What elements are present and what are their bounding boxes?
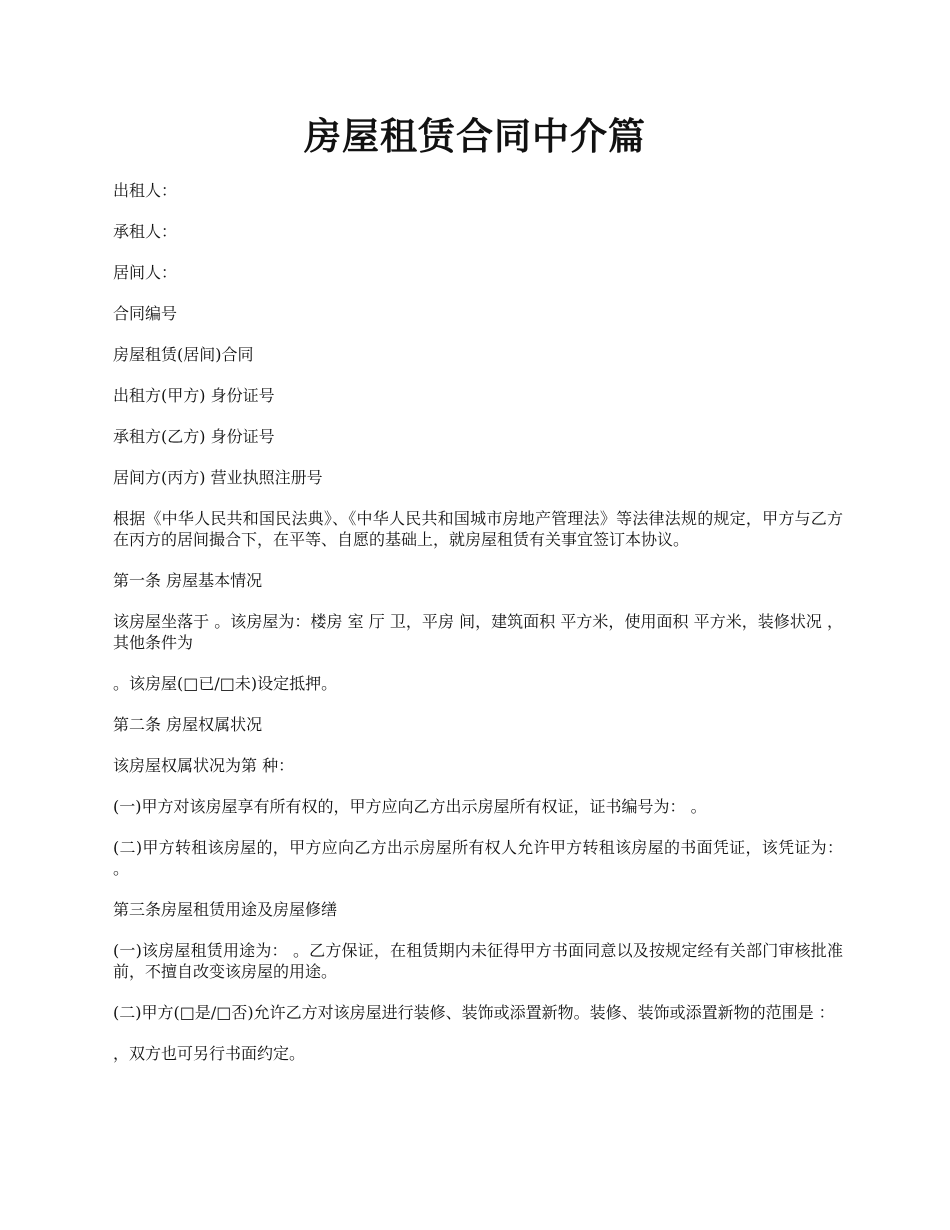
party-c-license-line: 居间方(丙方) 营业执照注册号 [113, 468, 323, 487]
article-3-heading: 第三条房屋租赁用途及房屋修缮 [113, 900, 338, 919]
ownership-clause-1: (一)甲方对该房屋享有所有权的，甲方应向乙方出示房屋所有权证，证书编号为： 。 [113, 797, 707, 816]
lessee-line: 承租人： [113, 222, 178, 241]
lessor-line: 出租人： [113, 181, 178, 200]
ownership-clause-2: (二)甲方转租该房屋的，甲方应向乙方出示房屋所有权人允许甲方转租该房屋的书面凭证，该凭证为： 。 [113, 838, 849, 878]
article-2-heading: 第二条 房屋权属状况 [113, 715, 263, 734]
usage-clause-2: (二)甲方(□是/□否)允许乙方对该房屋进行装修、装饰或添置新物。装修、装饰或添置新物的范围是 ： [113, 1003, 835, 1022]
intermediary-line: 居间人： [113, 263, 178, 282]
ownership-type-paragraph: 该房屋权属状况为第 种： [113, 756, 295, 775]
party-b-id-line: 承租方(乙方) 身份证号 [113, 427, 275, 446]
contract-number-line: 合同编号 [113, 304, 178, 323]
article-1-paragraph: 该房屋坐落于 。该房屋为：楼房 室 厅 卫，平房 间，建筑面积 平方米，使用面积 平方米，装修状况 ，其他条件为 [113, 612, 843, 652]
document-title: 房屋租赁合同中介篇 [304, 114, 646, 158]
usage-clause-1: (一)该房屋租赁用途为： 。乙方保证，在租赁期内未征得甲方书面同意以及按规定经有关部门审核批准前，不擅自改变该房屋的用途。 [113, 941, 843, 981]
party-a-id-line: 出租方(甲方) 身份证号 [113, 386, 275, 405]
preamble-paragraph: 根据《中华人民共和国民法典》、《中华人民共和国城市房地产管理法》等法律法规的规定，甲方与乙方在丙方的居间撮合下，在平等、自愿的基础上，就房屋租赁有关事宜签订本协议。 [113, 509, 843, 549]
usage-clause-2-continued: ，双方也可另行书面约定。 [113, 1044, 306, 1063]
document-body [113, 180, 849, 1084]
contract-subtitle: 房屋租赁(居间)合同 [113, 345, 254, 364]
article-1-heading: 第一条 房屋基本情况 [113, 571, 263, 590]
mortgage-paragraph: 。该房屋(□已/□未)设定抵押。 [113, 674, 338, 693]
